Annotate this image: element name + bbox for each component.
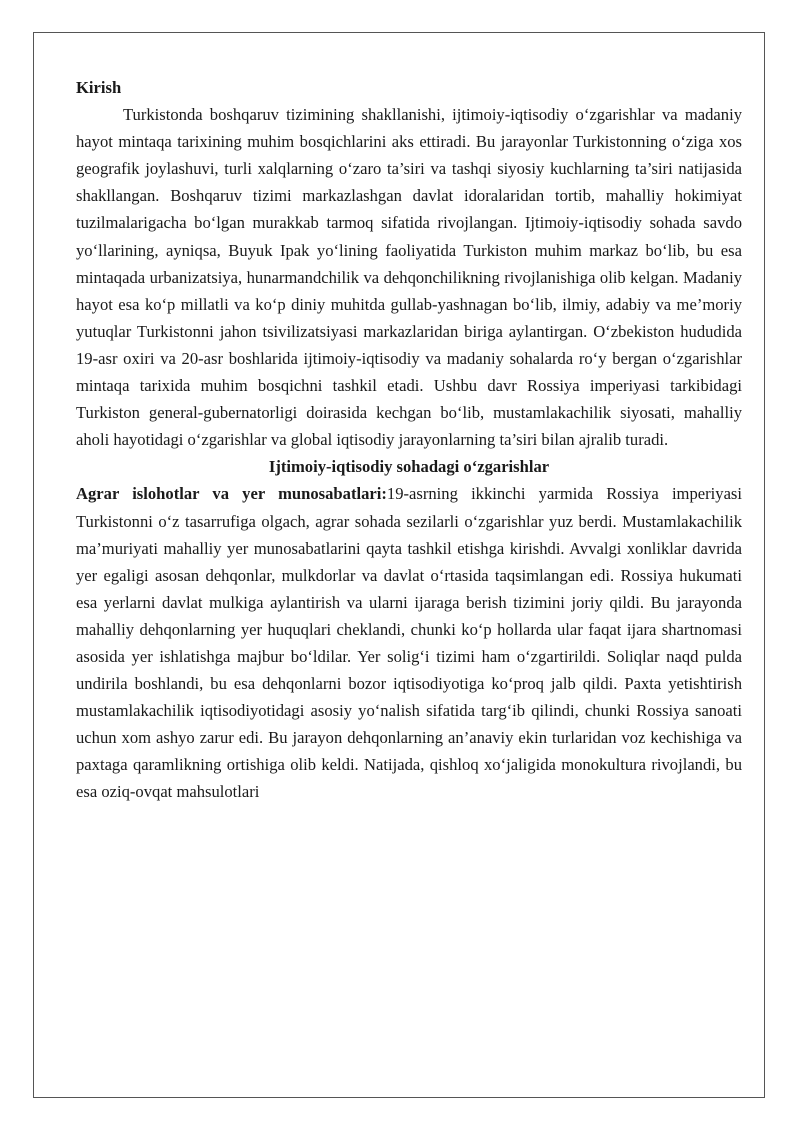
document-heading: Kirish (76, 78, 122, 97)
section-title: Ijtimoiy-iqtisodiy sohadagi o‘zgarishlar (268, 457, 550, 477)
section-lead: Agrar islohotlar va yer munosabatlari: (76, 484, 387, 504)
document-body (76, 74, 742, 806)
intro-paragraph: Turkistonda boshqaruv tizimining shakllanishi, ijtimoiy-iqtisodiy o‘zgarishlar va madaniy hayot mintaqa tarixining muhim bosqichlarini aks ettiradi. Bu jarayonlar Turkistonning o‘ziga xos geografik joylashuvi, turli xalqlarning o‘zaro ta’siri va tashqi siyosiy kuchlarning ta’siri natijasida shakllangan. Boshqaruv tizimi markazlashgan davlat idoralaridan tortib, mahalliy hokimiyat tuzilmalarigacha bo‘lgan murakkab tarmoq sifatida rivojlangan. Ijtimoiy-iqtisodiy sohada savdo yo‘llarining, ayniqsa, Buyuk Ipak yo‘lining faoliyatida Turkiston muhim markaz bo‘lib, bu esa mintaqada urbanizatsiya, hunarmandchilik va dehqonchilikning rivojlanishiga olib kelgan. Madaniy hayot esa ko‘p millatli va ko‘p diniy muhitda gullab-yashnagan bo‘lib, ilmiy, adabiy va me’moriy yutuqlar Turkistonni jahon tsivilizatsiyasi markazlaridan biriga aylantirgan. O‘zbekiston hududida 19-asr oxiri va 20-asr boshlarida ijtimoiy-iqtisodiy va madaniy sohalarda ro‘y bergan o‘zgarishlar mintaqa tarixida muhim bosqichni tashkil etadi. Ushbu davr Rossiya imperiyasi tarkibidagi Turkiston general-gubernatorligi doirasida kechgan bo‘lib, mustamlakachilik siyosati, mahalliy aholi hayotidagi o‘zgarishlar va global iqtisodiy jarayonlarning ta’siri bilan ajralib turadi. (76, 105, 742, 450)
section-paragraph (76, 480, 742, 805)
section-paragraph-text: 19-asrning ikkinchi yarmida Rossiya imperiyasi Turkistonni o‘z tasarrufiga olgach, agrar sohada sezilarli o‘zgarishlar yuz berdi. Mustamlakachilik ma’muriyati mahalliy yer munosabatlarini qayta tashkil etishga kirishdi. Avvalgi xonliklar davrida yer egaligi asosan dehqonlar, mulkdorlar va davlat o‘rtasida taqsimlangan edi. Rossiya hukumati esa yerlarni davlat mulkiga aylantirish va ularni ijaraga berish tizimini joriy qildi. Bu jarayonda mahalliy dehqonlarning yer huquqlari cheklandi, chunki ko‘p hollarda ular faqat ijara shartnomasi asosida yer ishlatishga majbur bo‘ldilar. Yer solig‘i tizimi ham o‘zgartirildi. Soliqlar naqd pulda undirila boshlandi, bu esa dehqonlarni bozor iqtisodiyotiga ko‘proq jalb qildi. Paxta yetishtirish mustamlakachilik iqtisodiyotidagi asosiy yo‘nalish sifatida targ‘ib qilindi, chunki Rossiya sanoati uchun xom ashyo zarur edi. Bu jarayon dehqonlarning an’anaviy ekin turlaridan voz kechishiga va paxtaga qaramlikning ortishiga olib keldi. Natijada, qishloq xo‘jaligida monokultura rivojlandi, bu esa oziq-ovqat mahsulotlari (76, 484, 742, 802)
